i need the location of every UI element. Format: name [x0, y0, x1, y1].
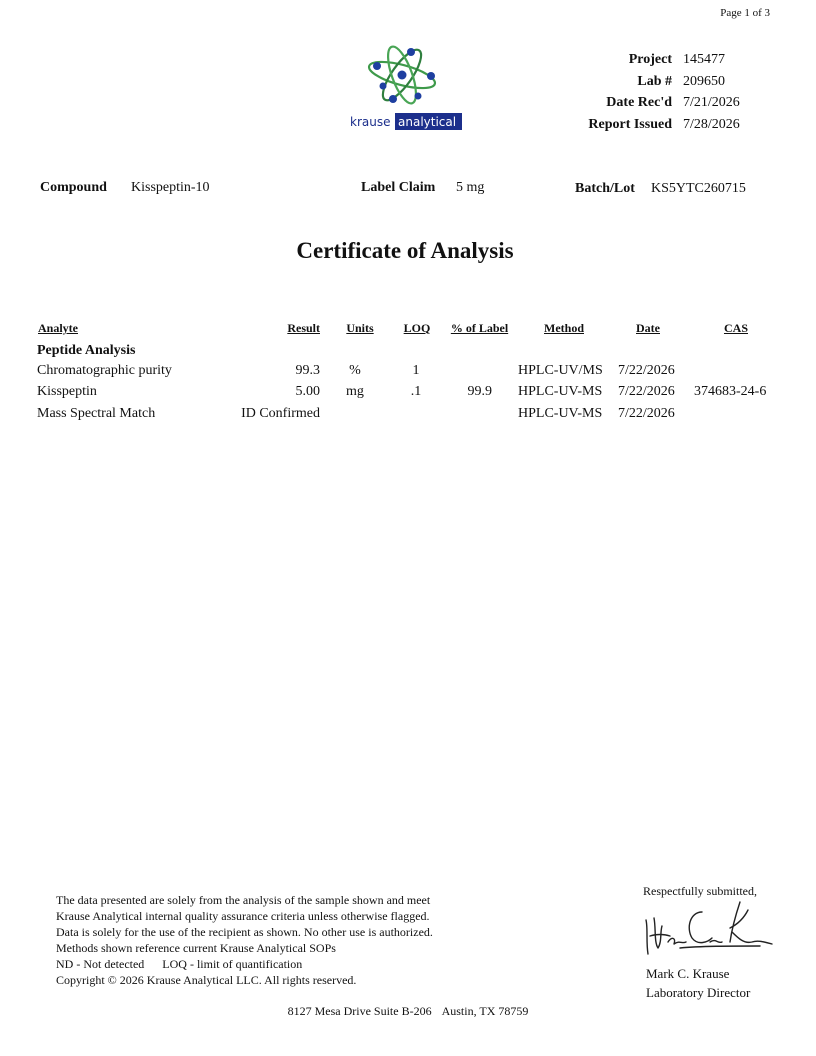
- compound-value: Kisspeptin-10: [131, 180, 210, 195]
- signer-title: Laboratory Director: [646, 985, 751, 1000]
- signature-image: [640, 898, 775, 960]
- signer-block: [646, 964, 750, 1002]
- row1-method: HPLC-UV/MS: [518, 363, 603, 378]
- meta-label-lab: Lab #: [637, 74, 672, 89]
- page-number: Page 1 of 3: [720, 7, 770, 19]
- signer-name: Mark C. Krause: [646, 966, 730, 981]
- row3-date: 7/22/2026: [618, 406, 675, 421]
- row1-units: %: [349, 363, 361, 378]
- compound-label: Compound: [40, 180, 107, 195]
- col-header-method: Method: [544, 321, 584, 335]
- meta-label-project: Project: [628, 52, 672, 67]
- label-claim-value: 5 mg: [456, 180, 485, 195]
- disclaimer-line-5: ND - Not detected LOQ - limit of quantification: [56, 957, 303, 971]
- section-heading: Peptide Analysis: [37, 343, 136, 358]
- meta-label-date-received: Date Rec'd: [606, 95, 672, 110]
- row3-result: ID Confirmed: [241, 406, 320, 421]
- logo-word-krause: krause: [350, 115, 391, 129]
- row1-loq: 1: [412, 363, 420, 378]
- address-street: 8127 Mesa Drive Suite B-206: [287, 1004, 432, 1018]
- col-header-result: Result: [287, 321, 320, 335]
- row1-analyte: Chromatographic purity: [37, 363, 172, 378]
- row2-units: mg: [346, 384, 364, 399]
- meta-value-date-received: 7/21/2026: [683, 95, 740, 110]
- disclaimer-line-6: Copyright © 2026 Krause Analytical LLC. All rights reserved.: [56, 973, 357, 987]
- disclaimer-line-3: Data is solely for the use of the recipient as shown. No other use is authorized.: [56, 925, 433, 939]
- col-header-cas: CAS: [723, 321, 748, 335]
- lab-address: [0, 1004, 816, 1019]
- col-header-units: Units: [346, 321, 374, 335]
- row2-method: HPLC-UV-MS: [518, 384, 603, 399]
- meta-value-project: 145477: [683, 52, 725, 67]
- disclaimer-line-4: Methods shown reference current Krause Analytical SOPs: [56, 941, 336, 955]
- disclaimer-text: [56, 892, 433, 988]
- row3-analyte: Mass Spectral Match: [37, 406, 156, 421]
- row1-date: 7/22/2026: [618, 363, 675, 378]
- disclaimer-line-2: Krause Analytical internal quality assurance criteria unless otherwise flagged.: [56, 909, 430, 923]
- col-header-analyte: Analyte: [38, 321, 78, 335]
- label-claim-label: Label Claim: [361, 180, 436, 195]
- meta-value-lab: 209650: [683, 74, 725, 89]
- batch-lot-value: KS5YTC260715: [651, 181, 746, 196]
- respectfully-submitted: Respectfully submitted,: [643, 884, 757, 898]
- company-logo: [345, 42, 467, 134]
- row2-date: 7/22/2026: [618, 384, 675, 399]
- batch-lot-label: Batch/Lot: [575, 181, 635, 196]
- row2-result: 5.00: [295, 384, 320, 399]
- document-title: Certificate of Analysis: [296, 238, 514, 263]
- col-header-loq: LOQ: [403, 321, 431, 335]
- col-header-date: Date: [636, 321, 660, 335]
- row2-analyte: Kisspeptin: [37, 384, 97, 399]
- row2-loq: .1: [410, 384, 422, 399]
- meta-value-report-issued: 7/28/2026: [683, 117, 740, 132]
- meta-label-report-issued: Report Issued: [588, 117, 672, 132]
- handwritten-signature-icon: [640, 898, 775, 960]
- row2-cas: 374683-24-6: [694, 384, 767, 399]
- atom-logo-icon: [345, 42, 467, 134]
- row3-method: HPLC-UV-MS: [518, 406, 603, 421]
- logo-word-analytical: analytical: [398, 115, 457, 129]
- disclaimer-line-1: The data presented are solely from the analysis of the sample shown and meet: [56, 893, 431, 907]
- row1-result: 99.3: [295, 363, 320, 378]
- col-header-percent-label: % of Label: [450, 321, 509, 335]
- address-city: Austin, TX 78759: [441, 1004, 529, 1018]
- row2-percent-label: 99.9: [467, 384, 492, 399]
